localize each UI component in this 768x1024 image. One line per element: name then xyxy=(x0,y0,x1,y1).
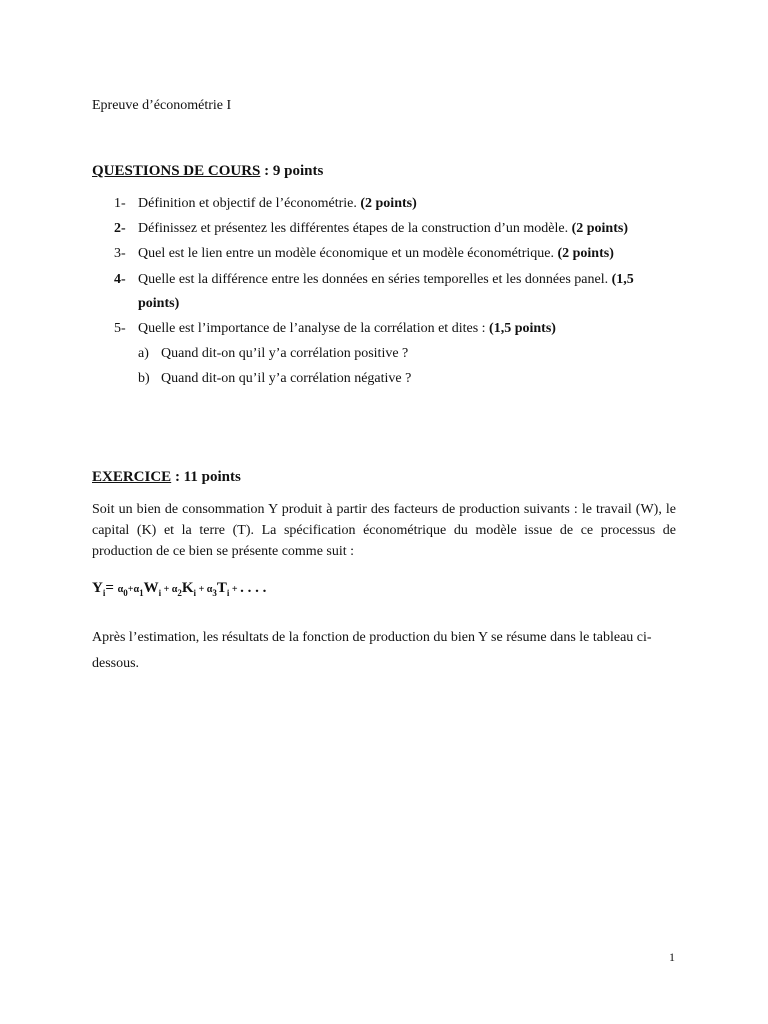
question-points: (1,5 points) xyxy=(489,321,556,336)
sub-question-text: Quand dit-on qu’il y’a corrélation positive ? xyxy=(161,346,409,361)
sub-question-text: Quand dit-on qu’il y’a corrélation négative ? xyxy=(161,371,412,386)
question-text-wrap xyxy=(138,196,417,212)
exercise-heading xyxy=(92,469,241,486)
question-number: 2- xyxy=(114,221,126,236)
eq-sub: i xyxy=(193,588,197,598)
question-text-wrap xyxy=(138,221,628,237)
eq-y: Y xyxy=(92,580,103,596)
eq-alpha: α xyxy=(117,584,124,595)
question-text-wrap xyxy=(138,272,634,288)
question-number: 4- xyxy=(114,272,126,287)
eq-plus: + xyxy=(161,584,172,595)
sub-question-letter: b) xyxy=(138,371,150,386)
eq-alpha: α xyxy=(171,584,178,595)
eq-equals: = xyxy=(105,580,118,596)
eq-plus: + xyxy=(229,584,241,595)
sub-question-letter: a) xyxy=(138,346,149,361)
document-title: Epreuve d’économétrie I xyxy=(92,98,232,113)
eq-alpha: α xyxy=(206,584,213,595)
question-text-wrap xyxy=(138,246,614,262)
exercise-heading-label: EXERCICE xyxy=(92,469,172,485)
exercise-intro: Soit un bien de consommation Y produit à partir des facteurs de production suivants : le travail (W), le capital (K) et la terre (T). La spécification économétrique du modèle issue de ce processus de production de ce bien se présente comme suit : xyxy=(92,502,676,559)
question-points: (2 points) xyxy=(571,221,628,236)
question-points: (1,5 xyxy=(611,272,634,287)
question-points-continued: points) xyxy=(138,296,180,311)
eq-sub: i xyxy=(226,588,230,598)
eq-ellipsis: . . . . xyxy=(240,580,267,596)
eq-sub: 0 xyxy=(123,588,128,598)
question-points: (2 points) xyxy=(360,196,417,211)
eq-plus: + xyxy=(196,584,207,595)
eq-sub: i xyxy=(158,588,162,598)
eq-sub: 1 xyxy=(139,588,144,598)
eq-sub: 2 xyxy=(177,588,182,598)
question-points: (2 points) xyxy=(557,246,614,261)
eq-t: T xyxy=(216,580,227,596)
model-equation xyxy=(92,580,266,598)
question-number: 1- xyxy=(114,196,126,211)
eq-w: W xyxy=(143,580,159,596)
eq-plus: + xyxy=(127,584,134,595)
question-text: Définition et objectif de l’économétrie. xyxy=(138,196,361,211)
questions-heading-label: QUESTIONS DE COURS xyxy=(92,163,261,179)
question-text: Quelle est l’importance de l’analyse de la corrélation et dites : xyxy=(138,321,490,336)
question-text: Définissez et présentez les différentes étapes de la construction d’un modèle. xyxy=(138,221,572,236)
question-number: 3- xyxy=(114,246,126,261)
question-number: 5- xyxy=(114,321,126,336)
questions-heading xyxy=(92,163,323,180)
questions-heading-points: : 9 points xyxy=(260,163,324,179)
eq-k: K xyxy=(181,580,194,596)
question-text: Quel est le lien entre un modèle économique et un modèle économétrique. xyxy=(138,246,558,261)
eq-sub: 3 xyxy=(212,588,217,598)
page-number: 1 xyxy=(669,950,675,964)
question-text-wrap xyxy=(138,321,556,337)
eq-sub: i xyxy=(102,588,106,598)
question-text: Quelle est la différence entre les données en séries temporelles et les données panel. xyxy=(138,272,612,287)
eq-alpha: α xyxy=(133,584,140,595)
exercise-heading-points: : 11 points xyxy=(171,469,241,485)
exercise-after-text: Après l’estimation, les résultats de la fonction de production du bien Y se résume dans le tableau ci-dessous. xyxy=(92,630,652,671)
